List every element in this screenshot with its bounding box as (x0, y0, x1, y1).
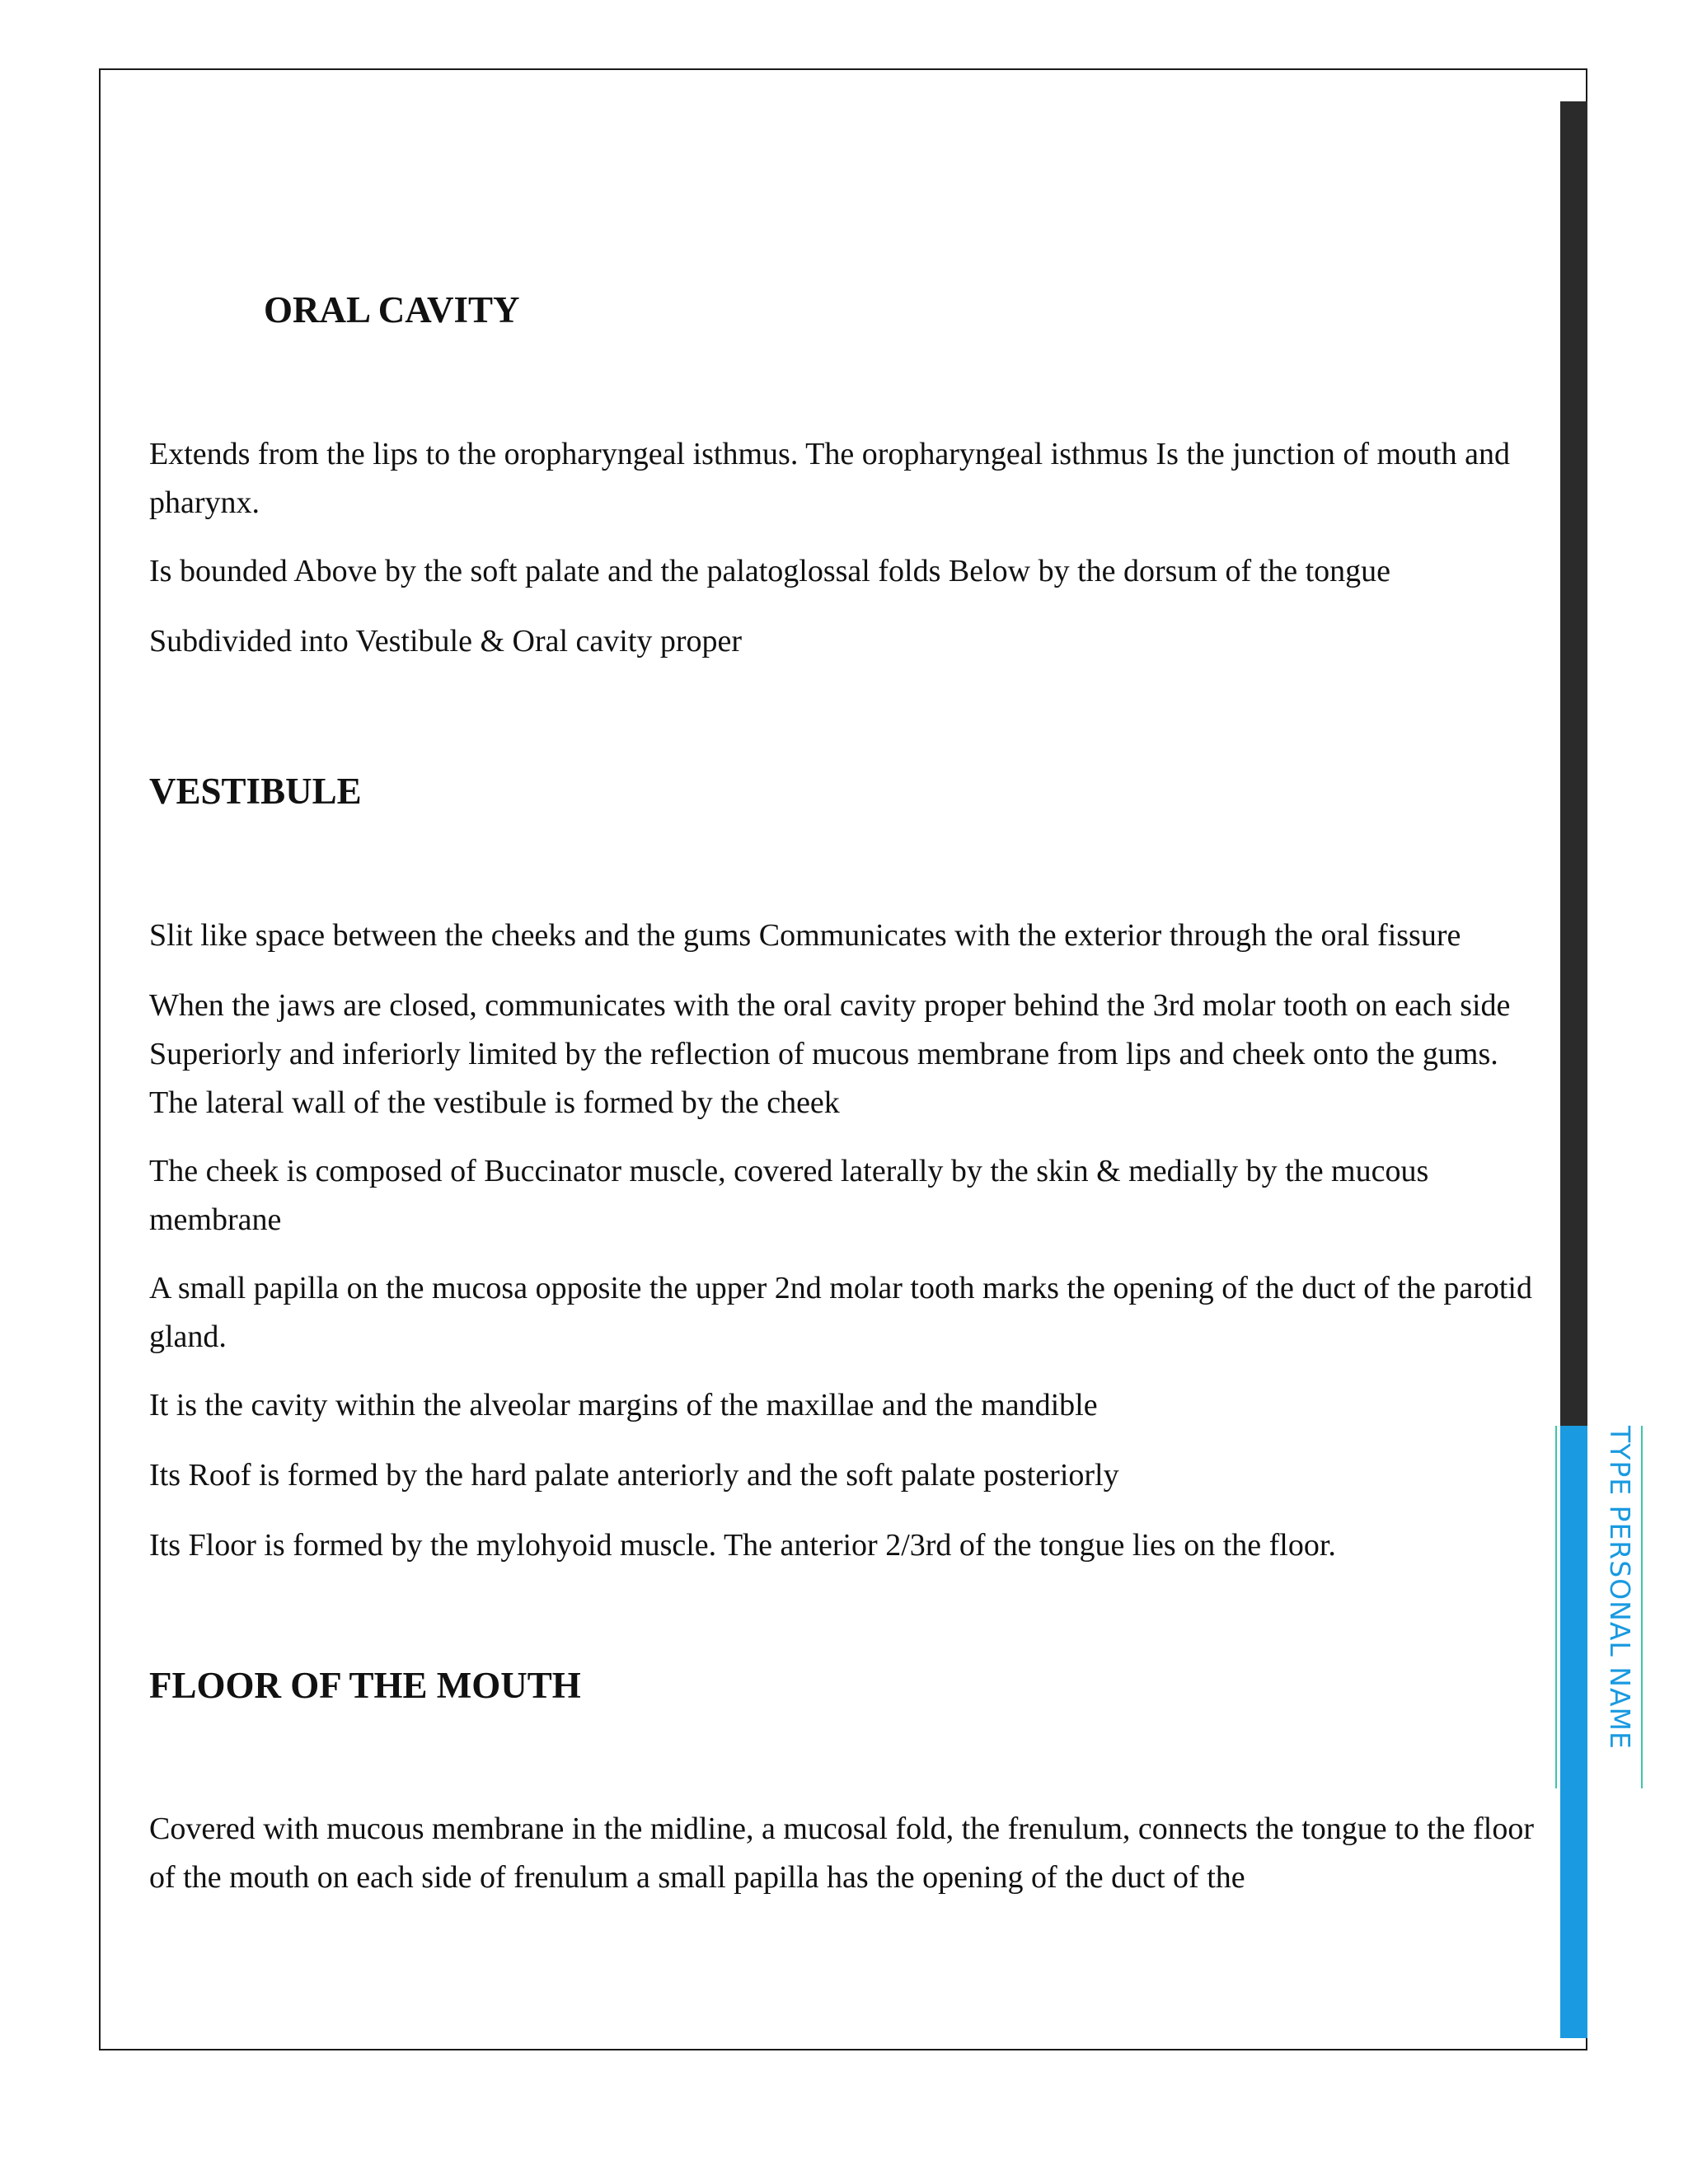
paragraph-vestibule-2: When the jaws are closed, communicates with the oral cavity proper behind the 3rd molar tooth on each side Superiorly and inferiorly limited by the reflection of mucous membrane from lips and cheek onto the gums. The lateral wall of the vestibule is formed by the cheek (149, 988, 1511, 1120)
paragraph-floor-1: Covered with mucous membrane in the midline, a mucosal fold, the frenulum, connects the tongue to the floor of the mouth on each side of frenulum a small papilla has the opening of the duct of the (149, 1811, 1535, 1895)
heading-floor-of-the-mouth: FLOOR OF THE MOUTH (149, 1665, 581, 1706)
paragraph-oral-cavity-3: Subdivided into Vestibule & Oral cavity proper (149, 624, 743, 658)
paragraph-oral-cavity-2: Is bounded Above by the soft palate and the palatoglossal folds Below by the dorsum of the tongue (149, 554, 1390, 588)
heading-oral-cavity: ORAL CAVITY (264, 289, 520, 330)
paragraph-vestibule-1: Slit like space between the cheeks and the gums Communicates with the exterior through the oral fissure (149, 918, 1461, 953)
paragraph-oral-cavity-1: Extends from the lips to the oropharyngeal isthmus. The oropharyngeal isthmus Is the junction of mouth and pharynx. (149, 437, 1510, 520)
sidebar-name-label[interactable]: TYPE PERSONAL NAME (1604, 1426, 1636, 1750)
heading-vestibule: VESTIBULE (149, 771, 362, 812)
paragraph-vestibule-5: It is the cavity within the alveolar margins of the maxillae and the mandible (149, 1388, 1098, 1422)
paragraph-vestibule-7: Its Floor is formed by the mylohyoid muscle. The anterior 2/3rd of the tongue lies on the floor. (149, 1528, 1336, 1563)
sidebar-dark-bar (1560, 101, 1587, 1426)
sidebar-blue-bar (1560, 1426, 1587, 2038)
sidebar-accent-line-right (1641, 1426, 1643, 1788)
paragraph-vestibule-3: The cheek is composed of Buccinator muscle, covered laterally by the skin & medially by the mucous membrane (149, 1154, 1429, 1237)
paragraph-vestibule-6: Its Roof is formed by the hard palate anteriorly and the soft palate posteriorly (149, 1458, 1119, 1493)
sidebar-accent-line-left (1555, 1426, 1557, 1788)
paragraph-vestibule-4: A small papilla on the mucosa opposite the upper 2nd molar tooth marks the opening of the duct of the parotid gland. (149, 1271, 1532, 1354)
